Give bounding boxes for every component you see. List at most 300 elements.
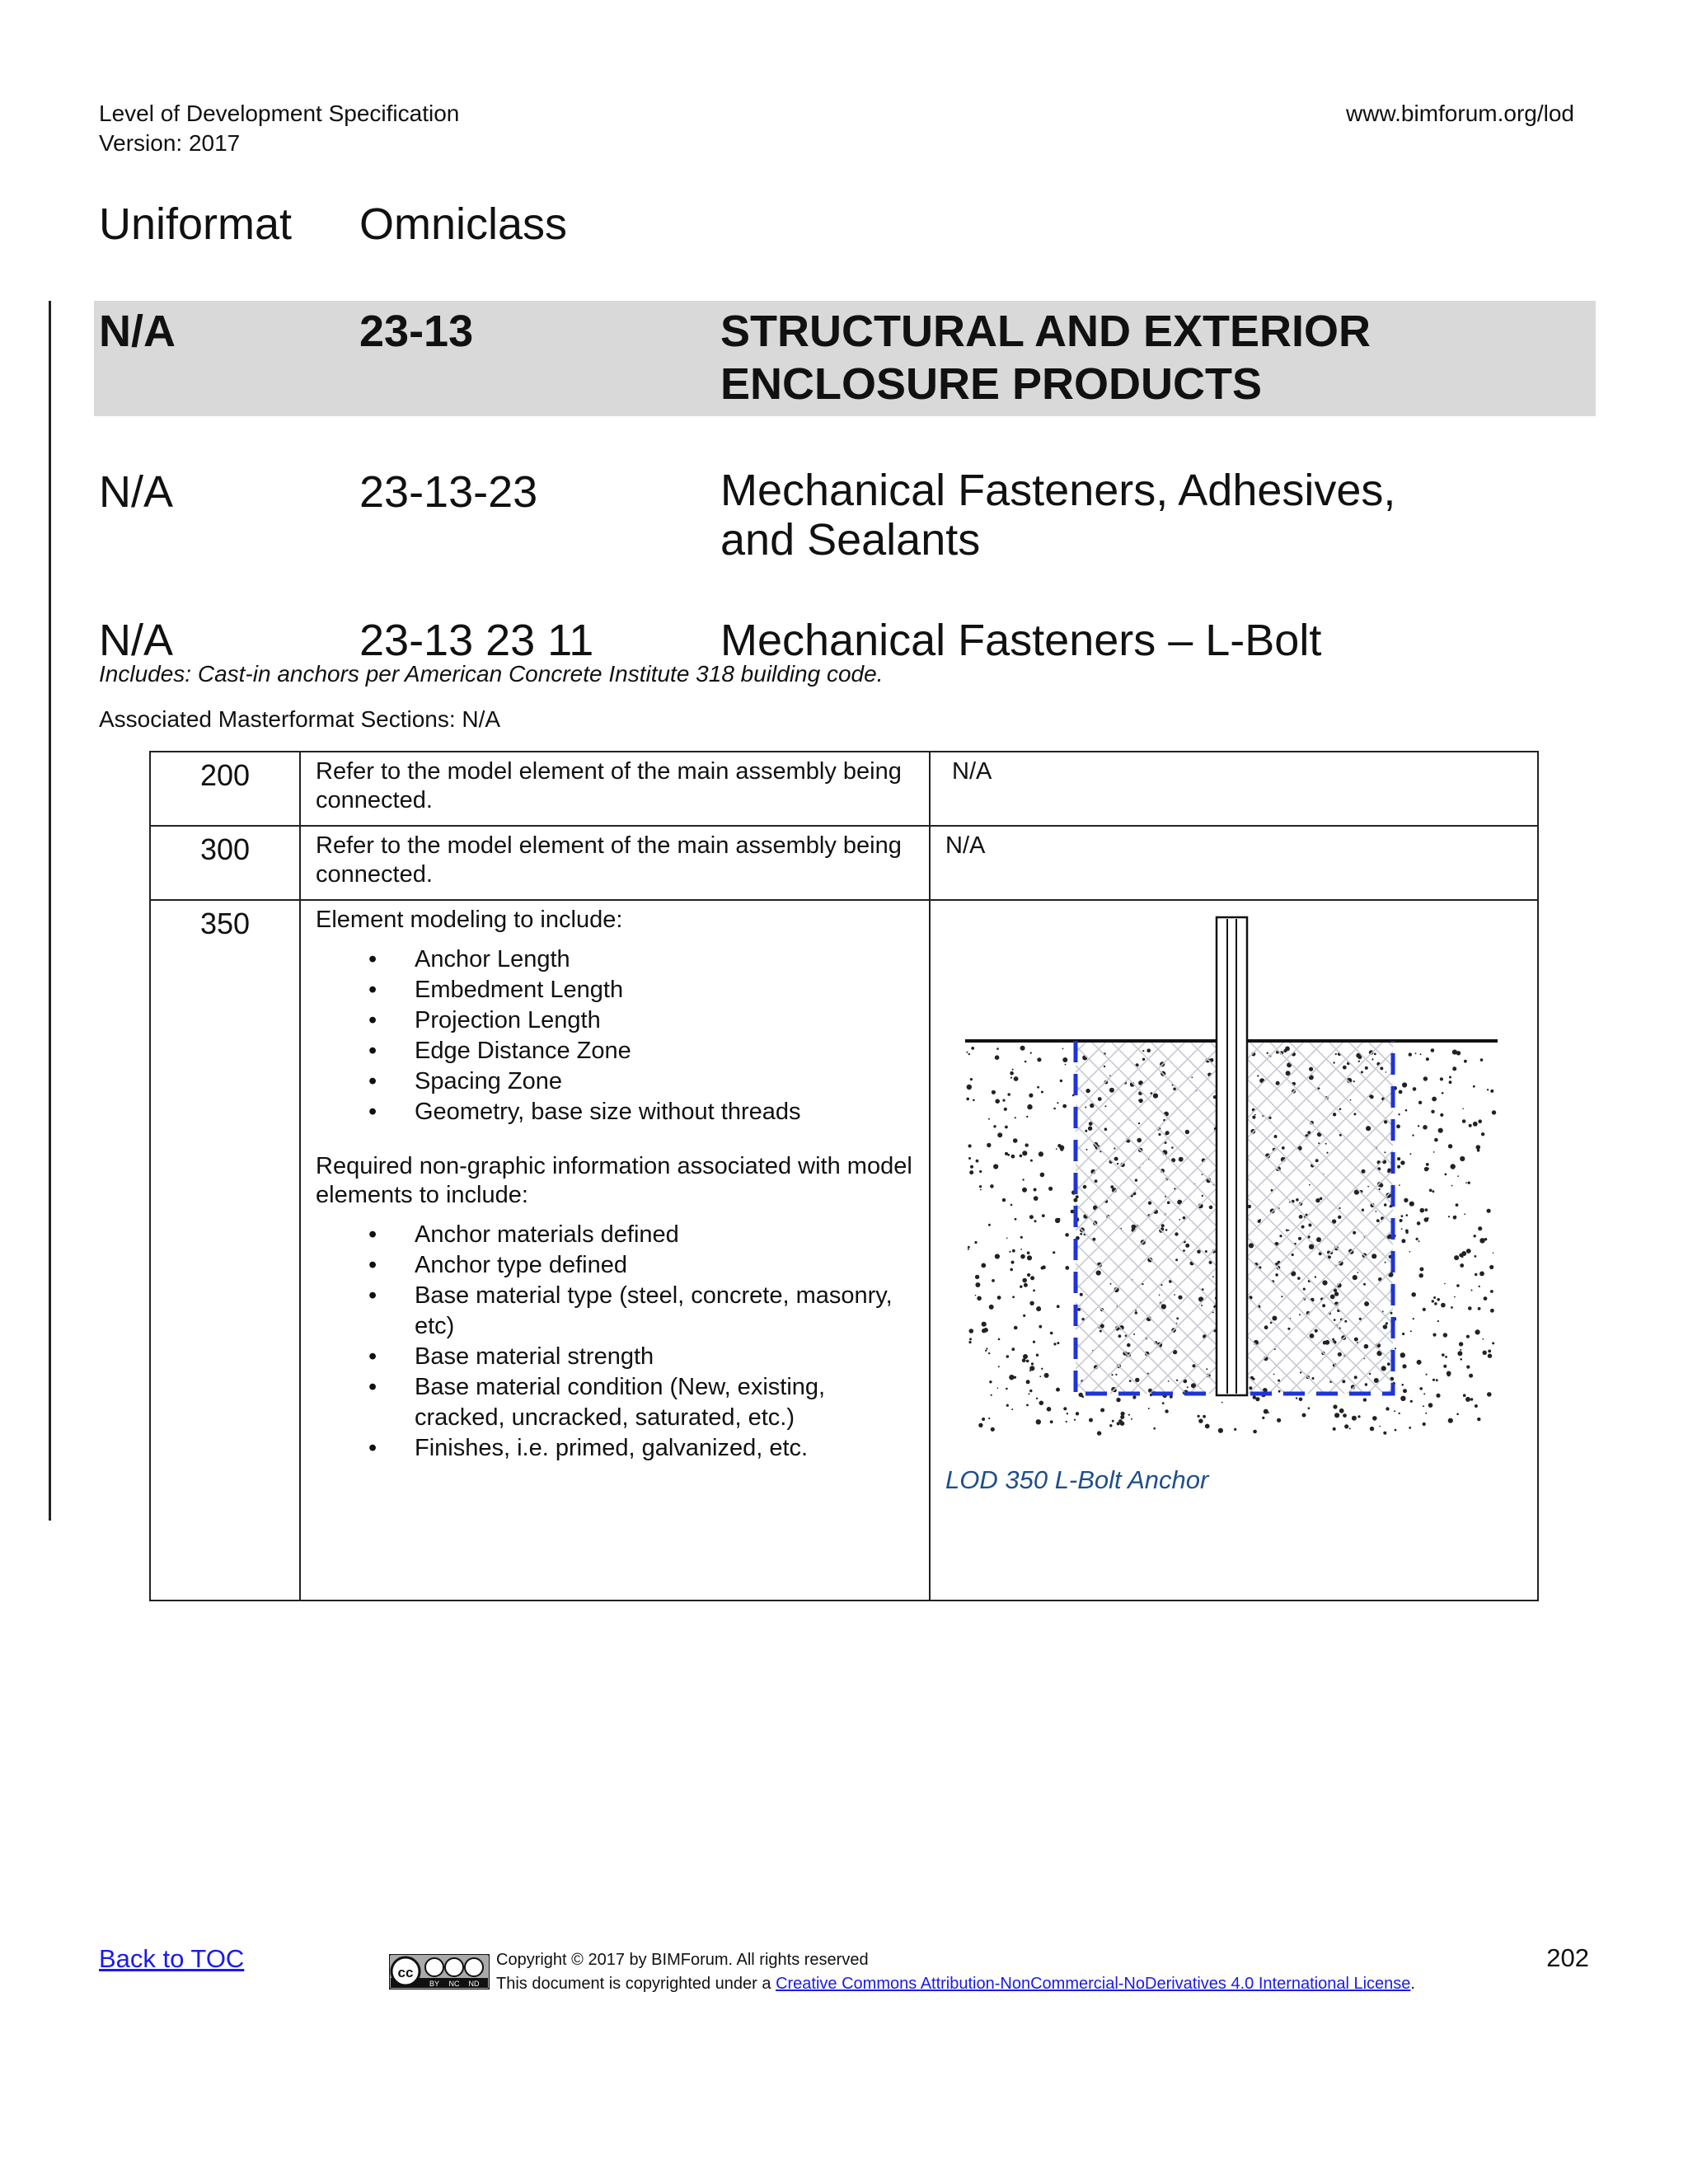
speckle — [1057, 1102, 1058, 1104]
speckle — [1025, 1143, 1029, 1146]
speckle — [1333, 1427, 1336, 1431]
masterformat-note: Associated Masterformat Sections: N/A — [99, 706, 501, 732]
speckle — [1334, 1413, 1339, 1418]
speckle — [1469, 1374, 1473, 1378]
svg-text:ND: ND — [468, 1980, 480, 1988]
speckle — [966, 1098, 969, 1101]
speckle — [988, 1418, 990, 1419]
speckle — [1074, 1419, 1076, 1421]
subsection-title: Mechanical Fasteners, Adhesives, and Sealants — [720, 466, 1396, 565]
speckle — [1395, 1429, 1397, 1432]
speckle — [1438, 1128, 1443, 1133]
speckle — [988, 1352, 990, 1354]
speckle — [981, 1263, 986, 1268]
speckle — [1460, 1263, 1464, 1268]
speckle — [1426, 1057, 1429, 1061]
speckle — [1443, 1365, 1447, 1368]
speckle — [1020, 1155, 1023, 1158]
speckle — [1401, 1215, 1404, 1217]
speckle — [1398, 1113, 1400, 1115]
speckle — [1437, 1395, 1439, 1397]
svg-text:NC: NC — [448, 1980, 460, 1988]
speckle — [1234, 1428, 1236, 1431]
speckle — [993, 1125, 996, 1127]
back-to-toc-link[interactable]: Back to TOC — [99, 1944, 245, 1973]
speckle — [1447, 1373, 1451, 1376]
speckle — [1409, 1427, 1411, 1429]
speckle — [1479, 1238, 1484, 1243]
subsection-omniclass: 23-13-23 — [359, 467, 538, 517]
list-item: • Finishes, i.e. primed, galvanized, etc. — [316, 1433, 914, 1464]
speckle — [1056, 1388, 1060, 1392]
lod-cell: 300 — [150, 826, 300, 900]
speckle — [1437, 1298, 1440, 1301]
list-item: • Embedment Length — [316, 975, 914, 1005]
speckle — [1010, 1077, 1012, 1079]
speckle — [1022, 1151, 1027, 1155]
speckle — [1405, 1231, 1408, 1234]
speckle — [1432, 1190, 1435, 1193]
speckle — [1198, 1415, 1200, 1418]
speckle — [1451, 1306, 1453, 1309]
speckle — [1015, 1218, 1017, 1221]
speckle — [1409, 1153, 1411, 1155]
speckle — [1386, 1407, 1389, 1410]
speckle — [985, 1350, 987, 1352]
speckle — [1476, 1145, 1481, 1150]
speckle — [1468, 1182, 1470, 1184]
spec-title: Level of Development Specification — [99, 101, 460, 126]
speckle — [1478, 1226, 1482, 1230]
speckle — [1170, 1395, 1173, 1399]
speckle — [1400, 1219, 1403, 1222]
speckle — [969, 1338, 972, 1340]
speckle — [1014, 1326, 1018, 1330]
includes-note: Includes: Cast-in anchors per American Concrete Institute 318 building code. — [99, 661, 884, 687]
lod-cell: 350 — [150, 900, 300, 1601]
speckle — [1475, 1273, 1477, 1276]
svg-text:BY: BY — [429, 1980, 440, 1988]
speckle — [1372, 1416, 1377, 1421]
speckle — [1357, 1415, 1360, 1418]
speckle — [1025, 1061, 1027, 1063]
list-item: • Anchor materials defined — [316, 1220, 914, 1250]
speckle — [1050, 1420, 1053, 1423]
speckle — [1440, 1077, 1443, 1080]
speckle — [1100, 1408, 1104, 1413]
speckle — [992, 1279, 995, 1282]
speckle — [1466, 1366, 1470, 1369]
speckle — [1117, 1422, 1120, 1425]
speckle — [1020, 1254, 1025, 1259]
description-cell: Refer to the model element of the main assembly being connected. — [300, 752, 930, 826]
speckle — [966, 1052, 968, 1053]
speckle — [1409, 1202, 1414, 1207]
speckle — [1473, 1085, 1475, 1088]
speckle — [1481, 1132, 1484, 1136]
speckle — [1420, 1208, 1425, 1213]
speckle — [1026, 1360, 1029, 1363]
speckle — [1460, 1156, 1465, 1161]
modeling-list — [316, 944, 914, 1127]
speckle — [1475, 1404, 1478, 1408]
speckle — [976, 1160, 979, 1163]
speckle — [1031, 1362, 1034, 1365]
speckle — [1022, 1358, 1026, 1362]
speckle — [970, 1165, 973, 1169]
speckle — [1022, 1179, 1024, 1180]
speckle — [1268, 1412, 1269, 1413]
speckle — [1067, 1413, 1068, 1414]
speckle — [1416, 1238, 1418, 1240]
speckle — [1162, 1402, 1165, 1404]
speckle — [1055, 1218, 1060, 1223]
speckle — [1128, 1414, 1130, 1416]
modeling-intro: Element modeling to include: — [316, 907, 623, 933]
speckle — [1014, 1376, 1016, 1379]
speckle — [1013, 1138, 1018, 1143]
speckle — [1041, 1091, 1043, 1094]
speckle — [1253, 1395, 1256, 1399]
speckle — [1349, 1427, 1351, 1429]
speckle — [996, 1047, 999, 1050]
speckle — [1454, 1296, 1456, 1298]
speckle — [1004, 1108, 1007, 1111]
speckle — [1023, 1354, 1028, 1359]
speckle — [1449, 1080, 1452, 1084]
speckle — [1379, 1426, 1381, 1427]
speckle — [1413, 1318, 1414, 1319]
speckle — [1482, 1338, 1484, 1340]
speckle — [1431, 1110, 1434, 1113]
speckle — [1198, 1419, 1203, 1423]
speckle — [980, 1189, 982, 1191]
speckle — [1042, 1214, 1045, 1217]
speckle — [1397, 1165, 1400, 1169]
speckle — [974, 1241, 977, 1244]
element-omniclass: 23-13 23 11 — [359, 616, 594, 665]
speckle — [1402, 1333, 1404, 1335]
speckle — [1431, 1048, 1435, 1052]
speckle — [1062, 1104, 1067, 1108]
speckle — [1475, 1255, 1477, 1258]
speckle — [1056, 1148, 1057, 1150]
lod-cell: 200 — [150, 752, 300, 826]
speckle — [1399, 1184, 1400, 1186]
speckle — [997, 1388, 999, 1390]
example-cell: N/A — [930, 752, 1538, 826]
speckle — [1445, 1174, 1447, 1176]
list-item: • Edge Distance Zone — [316, 1036, 914, 1066]
example-cell: N/A — [930, 826, 1538, 900]
speckle — [975, 1295, 977, 1296]
speckle — [1487, 1089, 1489, 1090]
speckle — [1436, 1379, 1438, 1381]
speckle — [1039, 1306, 1040, 1308]
l-bolt-anchor-figure — [931, 901, 1537, 1494]
page-number: 202 — [1546, 1943, 1589, 1972]
speckle — [1489, 1265, 1493, 1269]
speckle — [1012, 1249, 1015, 1253]
speckle — [1415, 1052, 1417, 1054]
creative-commons-badge — [389, 1954, 490, 1990]
speckle — [1044, 1373, 1049, 1378]
speckle — [1131, 1418, 1132, 1420]
speckle — [1459, 1342, 1463, 1346]
speckle — [995, 1055, 1000, 1060]
speckle — [1011, 1261, 1015, 1264]
speckle — [1050, 1332, 1053, 1335]
description-cell: Refer to the model element of the main assembly being connected. — [300, 826, 930, 900]
speckle — [1399, 1413, 1400, 1414]
speckle — [1464, 1213, 1465, 1215]
speckle — [1255, 1397, 1259, 1401]
speckle — [1432, 1300, 1434, 1302]
license-link[interactable]: Creative Commons Attribution-NonCommercial-NoDerivatives 4.0 International License — [776, 1975, 1411, 1993]
speckle — [1120, 1421, 1125, 1426]
speckle — [1433, 1151, 1435, 1153]
table-row — [150, 752, 1538, 826]
speckle — [1488, 1354, 1492, 1358]
speckle — [1012, 1069, 1014, 1071]
speckle — [1020, 1286, 1022, 1288]
speckle — [1036, 1398, 1038, 1399]
svg-text:cc: cc — [397, 1965, 414, 1980]
speckle — [1010, 1204, 1013, 1207]
list-item: • Base material condition (New, existing, cracked, uncracked, saturated, etc.) — [316, 1372, 914, 1433]
speckle — [1339, 1408, 1344, 1413]
speckle — [1065, 1233, 1069, 1237]
change-bar — [49, 301, 51, 1521]
speckle — [1029, 1393, 1030, 1394]
speckle — [1404, 1198, 1408, 1202]
speckle — [973, 1099, 975, 1102]
speckle — [1041, 1266, 1044, 1269]
speckle — [1488, 1350, 1491, 1353]
speckle — [989, 1305, 994, 1310]
speckle — [1448, 1216, 1450, 1217]
speckle — [1418, 1125, 1419, 1127]
speckle — [1479, 1272, 1484, 1277]
speckle — [991, 1394, 992, 1396]
speckle — [1296, 1397, 1297, 1399]
speckle — [1492, 1342, 1494, 1344]
speckle — [995, 1099, 1000, 1104]
speckle — [997, 1296, 1001, 1300]
speckle — [1026, 1380, 1030, 1384]
speckle — [1490, 1309, 1494, 1313]
list-item: • Anchor type defined — [316, 1250, 914, 1281]
speckle — [1220, 1429, 1222, 1432]
speckle — [978, 1423, 982, 1427]
speckle — [970, 1078, 973, 1080]
speckle — [1023, 1315, 1025, 1317]
speckle — [1460, 1349, 1461, 1351]
speckle — [1468, 1306, 1472, 1310]
speckle — [1423, 1422, 1426, 1426]
speckle — [1401, 1239, 1405, 1243]
speckle — [982, 1418, 985, 1421]
speckle — [1112, 1420, 1114, 1422]
nongraphic-list — [316, 1220, 914, 1464]
speckle — [991, 1427, 995, 1432]
speckle — [1264, 1409, 1268, 1414]
speckle — [1027, 1251, 1030, 1254]
speckle — [1153, 1427, 1156, 1430]
speckle — [1029, 1215, 1034, 1219]
speckle — [1411, 1292, 1416, 1297]
speckle — [997, 1132, 1002, 1137]
speckle — [1060, 1080, 1062, 1082]
speckle — [1015, 1117, 1016, 1118]
speckle — [992, 1090, 996, 1094]
speckle — [1036, 1354, 1039, 1357]
speckle — [1473, 1122, 1478, 1127]
speckle — [1059, 1146, 1064, 1151]
speckle — [1428, 1403, 1433, 1408]
speckle — [1030, 1276, 1034, 1280]
speckle — [1426, 1374, 1428, 1376]
speckle — [1057, 1342, 1059, 1344]
speckle — [988, 1118, 990, 1120]
speckle — [1005, 1126, 1008, 1129]
speckle — [1465, 1182, 1467, 1183]
speckle — [1039, 1376, 1041, 1377]
speckle — [1027, 1273, 1030, 1277]
speckle — [1262, 1417, 1264, 1419]
speckle — [1299, 1398, 1303, 1402]
speckle — [1457, 1351, 1462, 1356]
speckle — [1433, 1296, 1436, 1299]
speckle — [1442, 1353, 1445, 1357]
speckle — [1437, 1320, 1439, 1322]
speckle — [1442, 1092, 1444, 1094]
speckle — [1005, 1152, 1008, 1155]
speckle — [1277, 1418, 1281, 1422]
speckle — [1030, 1160, 1033, 1162]
speckle — [1410, 1330, 1412, 1332]
speckle — [1483, 1351, 1487, 1355]
speckle — [1448, 1144, 1452, 1148]
omniclass-heading: Omniclass — [359, 199, 568, 249]
speckle — [1002, 1099, 1005, 1102]
nongraphic-intro: Required non-graphic information associated with model elements to include: — [316, 1153, 912, 1208]
description-cell — [300, 900, 930, 1601]
speckle — [993, 1164, 998, 1169]
speckle — [1394, 1410, 1395, 1412]
speckle — [1097, 1431, 1101, 1435]
header-url: www.bimforum.org/lod — [1346, 101, 1574, 126]
speckle — [1463, 1394, 1466, 1397]
speckle — [1401, 1228, 1403, 1230]
speckle — [1432, 1333, 1436, 1337]
speckle — [975, 1282, 980, 1287]
list-item: • Base material strength — [316, 1342, 914, 1372]
speckle — [968, 1144, 972, 1147]
speckle — [1026, 1404, 1029, 1407]
speckle — [1029, 1366, 1034, 1371]
speckle — [982, 1322, 987, 1327]
speckle — [1062, 1048, 1064, 1050]
speckle — [1027, 1255, 1032, 1260]
speckle — [1121, 1417, 1123, 1419]
speckle — [1037, 1086, 1039, 1089]
speckle — [1423, 1393, 1425, 1394]
speckle — [987, 1143, 991, 1147]
speckle — [1344, 1424, 1348, 1428]
speckle — [1443, 1333, 1447, 1337]
speckle — [1409, 1052, 1412, 1056]
speckle — [1308, 1407, 1311, 1409]
speckle — [1132, 1395, 1136, 1399]
speckle — [1419, 1387, 1423, 1390]
speckle — [1082, 1395, 1085, 1398]
speckle — [968, 1053, 970, 1055]
speckle — [1434, 1138, 1438, 1142]
speckle — [1400, 1396, 1405, 1401]
example-cell — [930, 900, 1538, 1601]
speckle — [1363, 1398, 1367, 1401]
speckle — [995, 1254, 1000, 1258]
speckle — [1418, 1240, 1420, 1242]
speckle — [1037, 1057, 1041, 1062]
anchor-bolt — [1217, 917, 1247, 1395]
speckle — [1011, 1347, 1015, 1351]
speckle — [1487, 1209, 1491, 1213]
speckle — [1423, 1076, 1428, 1080]
speckle — [1432, 1379, 1435, 1381]
speckle — [1002, 1198, 1006, 1202]
speckle — [1425, 1208, 1428, 1212]
speckle — [1423, 1405, 1424, 1407]
speckle — [1460, 1358, 1462, 1361]
speckle — [1475, 1329, 1480, 1334]
uniformat-heading: Uniformat — [99, 199, 293, 249]
speckle — [1402, 1082, 1407, 1087]
speckle — [1010, 1071, 1014, 1076]
speckle — [1445, 1356, 1447, 1358]
list-item: • Anchor Length — [316, 944, 914, 975]
speckle — [1426, 1163, 1429, 1166]
speckle — [1027, 1104, 1032, 1109]
speckle — [1009, 1375, 1014, 1380]
speckle — [1011, 1408, 1013, 1410]
subsection-uniformat: N/A — [99, 467, 174, 517]
speckle — [1006, 1355, 1010, 1358]
speckle — [968, 1157, 971, 1160]
speckle — [1062, 1057, 1067, 1062]
speckle — [1203, 1415, 1206, 1418]
speckle — [1014, 1076, 1019, 1081]
speckle — [1423, 1308, 1426, 1311]
speckle — [998, 1366, 1000, 1367]
speckle — [1456, 1203, 1459, 1207]
speckle — [1417, 1360, 1422, 1365]
speckle — [988, 1224, 991, 1226]
speckle — [1020, 1249, 1022, 1250]
speckle — [1036, 1419, 1041, 1424]
speckle — [1030, 1052, 1032, 1054]
speckle — [1465, 1397, 1470, 1402]
speckle — [1462, 1119, 1466, 1123]
speckle — [1343, 1413, 1347, 1418]
speckle — [1047, 1407, 1052, 1412]
speckle — [990, 1184, 994, 1188]
speckle — [1010, 1268, 1013, 1272]
speckle — [1451, 1164, 1456, 1169]
version-label: Version: 2017 — [99, 130, 241, 156]
speckle — [1423, 1125, 1428, 1130]
